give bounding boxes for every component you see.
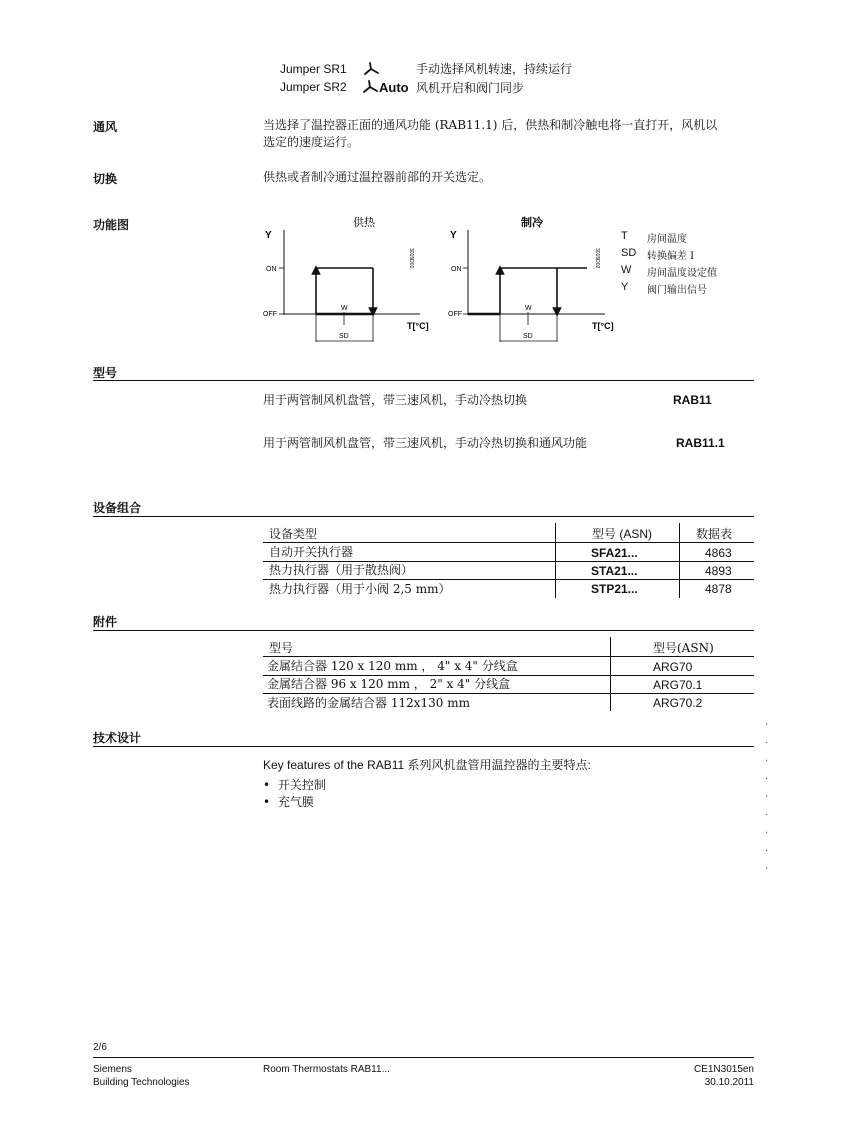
table-header: 数据表 <box>696 527 733 541</box>
section-heading-combinations: 设备组合 <box>93 501 142 515</box>
legend-text: 阀门输出信号 <box>647 285 707 296</box>
section-rule <box>93 630 754 631</box>
table-cell: 4863 <box>705 546 732 560</box>
margin-dot: . <box>765 717 769 728</box>
bullet-item <box>263 776 326 794</box>
cooling-sd-label: SD <box>523 333 533 340</box>
table-header: 型号 <box>269 641 294 655</box>
heating-t-label: T[°C] <box>407 321 429 331</box>
jumper-sr2-desc: 风机开启和阀门同步 <box>416 81 525 95</box>
type-desc-1: 用于两管制风机盘管，带三速风机，手动冷热切换 <box>263 393 528 407</box>
table-header: 型号 (ASN) <box>592 527 653 541</box>
ventilation-text-line2: 选定的速度运行。 <box>263 135 360 149</box>
footer-company-name: Siemens <box>93 1064 132 1075</box>
jumper-sr1-desc: 手动选择风机转速，持续运行 <box>416 62 573 76</box>
heating-on-label: ON <box>266 266 277 273</box>
table-cell: STP21... <box>591 582 638 596</box>
table-cell: SFA21... <box>591 546 638 560</box>
table-cell: ARG70.2 <box>653 696 703 710</box>
auto-label: Auto <box>379 80 409 95</box>
table-header: 型号(ASN) <box>653 641 714 655</box>
table-cell: 4878 <box>705 582 732 596</box>
tech-design-intro: Key features of the RAB11 系列风机盘管用温控器的主要特点: <box>263 758 591 772</box>
ventilation-text-line1: 当选择了温控器正面的通风功能 (RAB11.1) 后，供热和制冷触电将一直打开，风机以 <box>263 118 718 132</box>
table-cell: 热力执行器（用于散热阀） <box>269 563 414 577</box>
bullet-item <box>263 793 314 811</box>
margin-dot: . <box>765 753 769 764</box>
section-heading-tech-design: 技术设计 <box>93 731 142 745</box>
cooling-w-label: W <box>525 305 532 312</box>
bullet-icon: • <box>263 795 271 809</box>
section-rule <box>93 380 754 381</box>
jumper-sr1-label: Jumper SR1 <box>280 62 347 76</box>
table-cell: 4893 <box>705 564 732 578</box>
footer-company-division: Building Technologies <box>93 1077 190 1088</box>
cooling-code: 3015D02 <box>594 248 600 269</box>
section-rule <box>93 516 754 517</box>
footer-doc-number: CE1N3015en <box>693 1064 754 1075</box>
margin-dot: . <box>765 771 769 782</box>
footer-product: Room Thermostats RAB11... <box>263 1064 390 1075</box>
type-code-2: RAB11.1 <box>676 436 725 450</box>
section-heading-function-diagram: 功能图 <box>93 218 130 232</box>
cooling-off-label: OFF <box>448 311 462 318</box>
diagram-legend <box>621 230 741 298</box>
margin-dot: . <box>765 735 769 746</box>
fan-icon <box>361 80 379 94</box>
margin-dot: . <box>765 807 769 818</box>
section-heading-types: 型号 <box>93 366 118 380</box>
accessories-table <box>263 637 754 712</box>
heating-off-label: OFF <box>263 311 277 318</box>
changeover-text: 供热或者制冷通过温控器前部的开关选定。 <box>263 170 492 184</box>
section-heading-ventilation: 通风 <box>93 120 118 134</box>
section-heading-changeover: 切换 <box>93 172 118 186</box>
page-number: 2/6 <box>93 1042 107 1053</box>
table-header: 设备类型 <box>269 527 318 541</box>
bullet-text: 充气膜 <box>277 795 314 809</box>
footer-rule <box>93 1057 754 1058</box>
table-cell: ARG70 <box>653 660 693 674</box>
legend-text: 房间温度设定值 <box>647 268 717 279</box>
legend-text: 房间温度 <box>647 234 687 245</box>
heating-title: 供热 <box>353 216 375 229</box>
margin-dot: . <box>765 825 769 836</box>
cooling-t-label: T[°C] <box>592 321 614 331</box>
table-cell: ARG70.1 <box>653 678 703 692</box>
legend-symbol: W <box>621 264 632 276</box>
legend-item <box>621 230 741 247</box>
table-cell: 表面线路的金属结合器 112x130 mm <box>267 696 470 710</box>
heating-w-label: W <box>341 305 348 312</box>
legend-symbol: T <box>621 230 628 242</box>
cooling-y-label: Y <box>450 230 457 241</box>
cooling-title: 制冷 <box>521 216 543 229</box>
combinations-table <box>263 523 754 599</box>
legend-item <box>621 281 741 298</box>
legend-text: 转换偏差 I <box>647 251 695 262</box>
jumper-sr2-label: Jumper SR2 <box>280 80 347 94</box>
legend-item <box>621 264 741 281</box>
footer-company <box>93 1063 190 1089</box>
margin-dot: . <box>765 843 769 854</box>
section-heading-accessories: 附件 <box>93 615 118 629</box>
heating-y-label: Y <box>265 230 272 241</box>
margin-dot: . <box>765 789 769 800</box>
table-cell: STA21... <box>591 564 638 578</box>
margin-dot: . <box>765 861 769 872</box>
table-cell: 金属结合器 96 x 120 mm ， 2" x 4" 分线盒 <box>267 677 511 691</box>
heating-code: 3015D01 <box>408 248 414 269</box>
bullet-text: 开关控制 <box>277 778 326 792</box>
type-desc-2: 用于两管制风机盘管，带三速风机，手动冷热切换和通风功能 <box>263 436 588 450</box>
function-diagram <box>255 208 625 348</box>
table-cell: 自动开关执行器 <box>269 545 354 559</box>
type-code-1: RAB11 <box>673 393 712 407</box>
footer-date: 30.10.2011 <box>704 1077 754 1088</box>
heating-sd-label: SD <box>339 333 349 340</box>
legend-symbol: SD <box>621 247 637 259</box>
footer-doc-info <box>694 1063 754 1089</box>
table-cell: 金属结合器 120 x 120 mm ， 4" x 4" 分线盒 <box>267 659 518 673</box>
bullet-icon: • <box>263 778 271 792</box>
fan-icon <box>361 62 381 76</box>
legend-symbol: Y <box>621 281 629 293</box>
cooling-on-label: ON <box>451 266 462 273</box>
legend-item <box>621 247 741 264</box>
section-rule <box>93 746 754 747</box>
table-cell: 热力执行器（用于小阀 2,5 mm） <box>269 582 451 596</box>
